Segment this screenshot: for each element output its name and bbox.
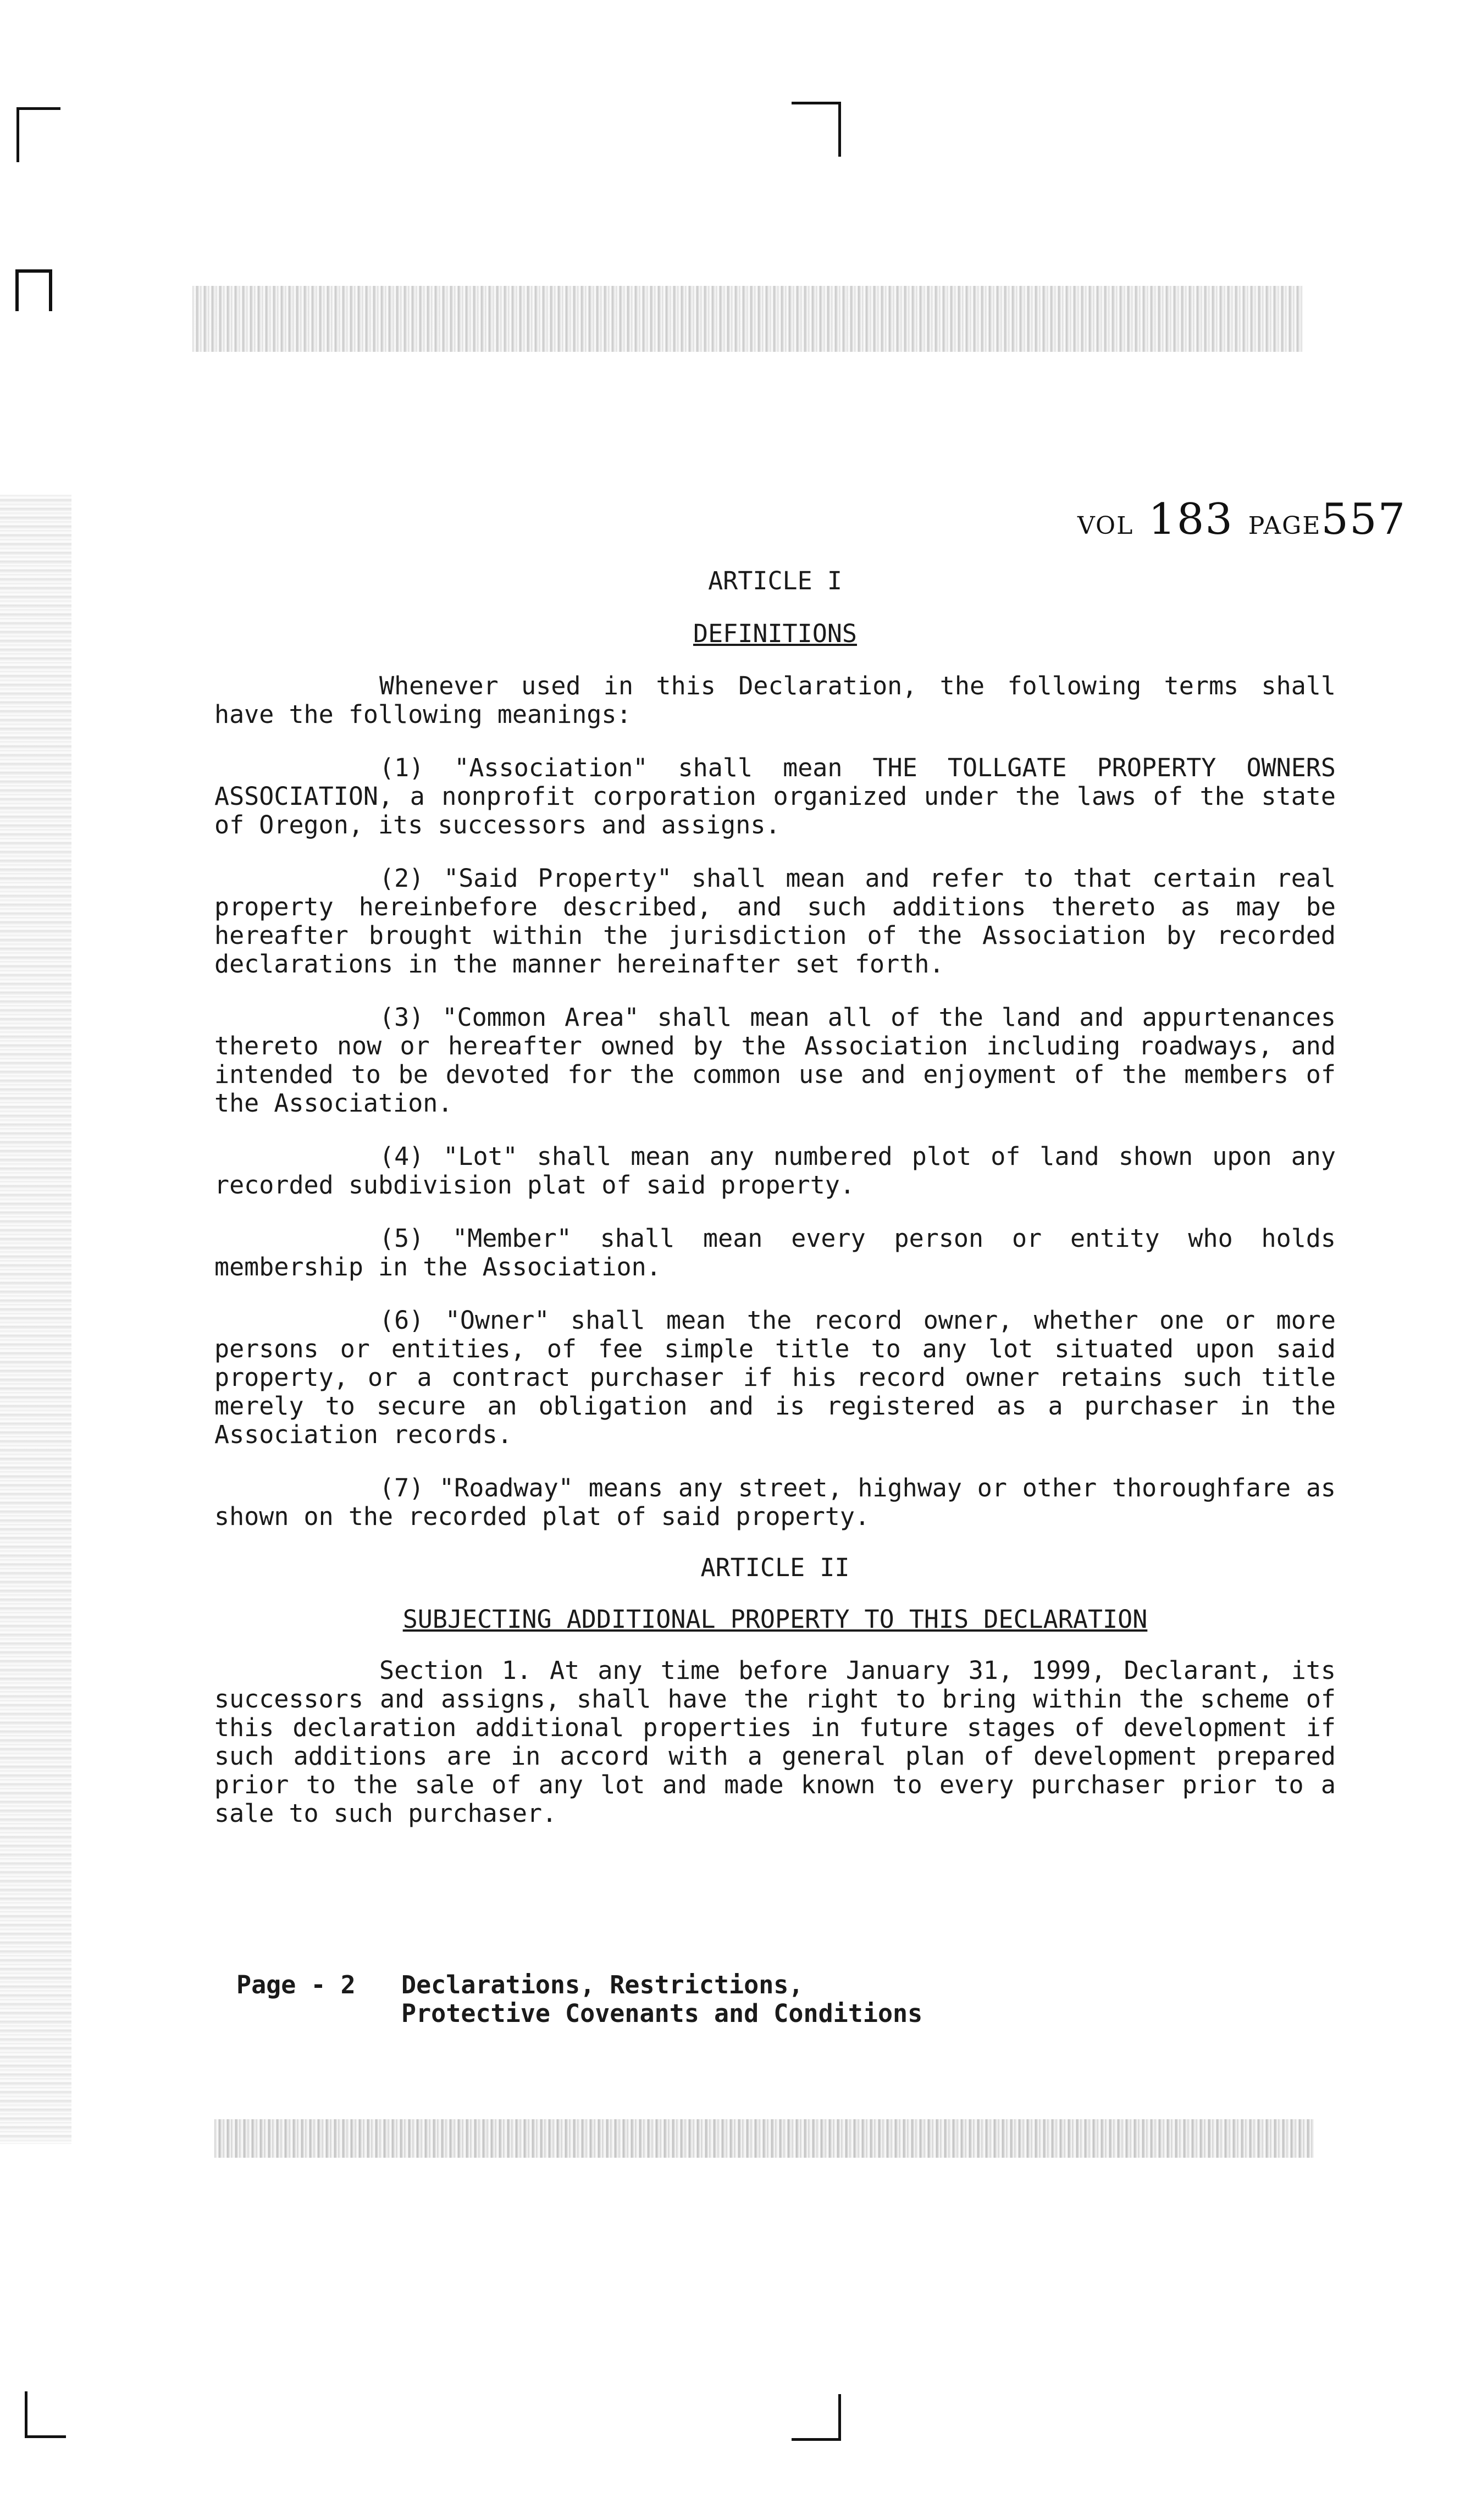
volume-number: 183	[1148, 495, 1234, 544]
volume-page-number: 557	[1321, 495, 1407, 544]
definition-4: (4) "Lot" shall mean any numbered plot of land shown upon any recorded subdivision plat of said property.	[214, 1142, 1336, 1200]
volume-label: VOL	[1077, 512, 1134, 540]
scan-noise-left-edge	[0, 495, 71, 2144]
article-2-subtitle: SUBJECTING ADDITIONAL PROPERTY TO THIS DECLARATION	[402, 1605, 1148, 1634]
footer-title-line-1: Declarations, Restrictions,	[401, 1970, 804, 1999]
definition-6: (6) "Owner" shall mean the record owner, whether one or more persons or entities, of fee simple title to any lot situated upon said property, or a contract purchaser if his record owner retains such title merely to secure an obligation and is registered as a purchaser in the Association records.	[214, 1306, 1336, 1449]
definition-3: (3) "Common Area" shall mean all of the land and appurtenances thereto now or hereafter owned by the Association including roadways, and intended to be devoted for the common use and enjoyment of the members of the Association.	[214, 1003, 1336, 1118]
definition-2: (2) "Said Property" shall mean and refer to that certain real property hereinbefore described, and such additions thereto as may be hereafter brought within the jurisdiction of the Association by recorded declarations in the manner hereinafter set forth.	[214, 864, 1336, 979]
definition-7: (7) "Roadway" means any street, highway or other thoroughfare as shown on the recorded plat of said property.	[214, 1473, 1336, 1531]
crop-mark-bottom-center	[792, 2394, 841, 2441]
volume-page-prefix: PAGE	[1248, 512, 1321, 540]
footer-page-label: Page - 2	[236, 1970, 356, 1999]
article-2-section-1: Section 1. At any time before January 31, 1999, Declarant, its successors and assigns, shall have the right to bring within the scheme of this declaration additional properties in future stages of development if such additions are in accord with a general plan of development prepared prior to the sale of any lot and made known to every purchaser prior to a sale to such purchaser.	[214, 1656, 1336, 1828]
article-1-subtitle: DEFINITIONS	[693, 619, 857, 648]
document-body	[214, 511, 1336, 1828]
crop-mark-left-bracket	[15, 269, 52, 311]
article-2-title: ARTICLE II	[700, 1553, 850, 1582]
definition-1: (1) "Association" shall mean THE TOLLGATE PROPERTY OWNERS ASSOCIATION, a nonprofit corporation organized under the laws of the state of Oregon, its successors and assigns.	[214, 753, 1336, 839]
crop-mark-top-center	[792, 102, 841, 157]
definition-5: (5) "Member" shall mean every person or entity who holds membership in the Association.	[214, 1224, 1336, 1281]
crop-mark-top-left	[16, 107, 60, 162]
page-footer	[236, 1971, 922, 2028]
scan-noise-top	[192, 286, 1303, 352]
article-1-title: ARTICLE I	[708, 566, 842, 595]
crop-mark-bottom-left	[25, 2391, 66, 2438]
scan-noise-bottom	[214, 2119, 1314, 2158]
footer-title-line-2: Protective Covenants and Conditions	[401, 1999, 923, 2028]
article-1-intro: Whenever used in this Declaration, the following terms shall have the following meanings:	[214, 671, 1336, 729]
